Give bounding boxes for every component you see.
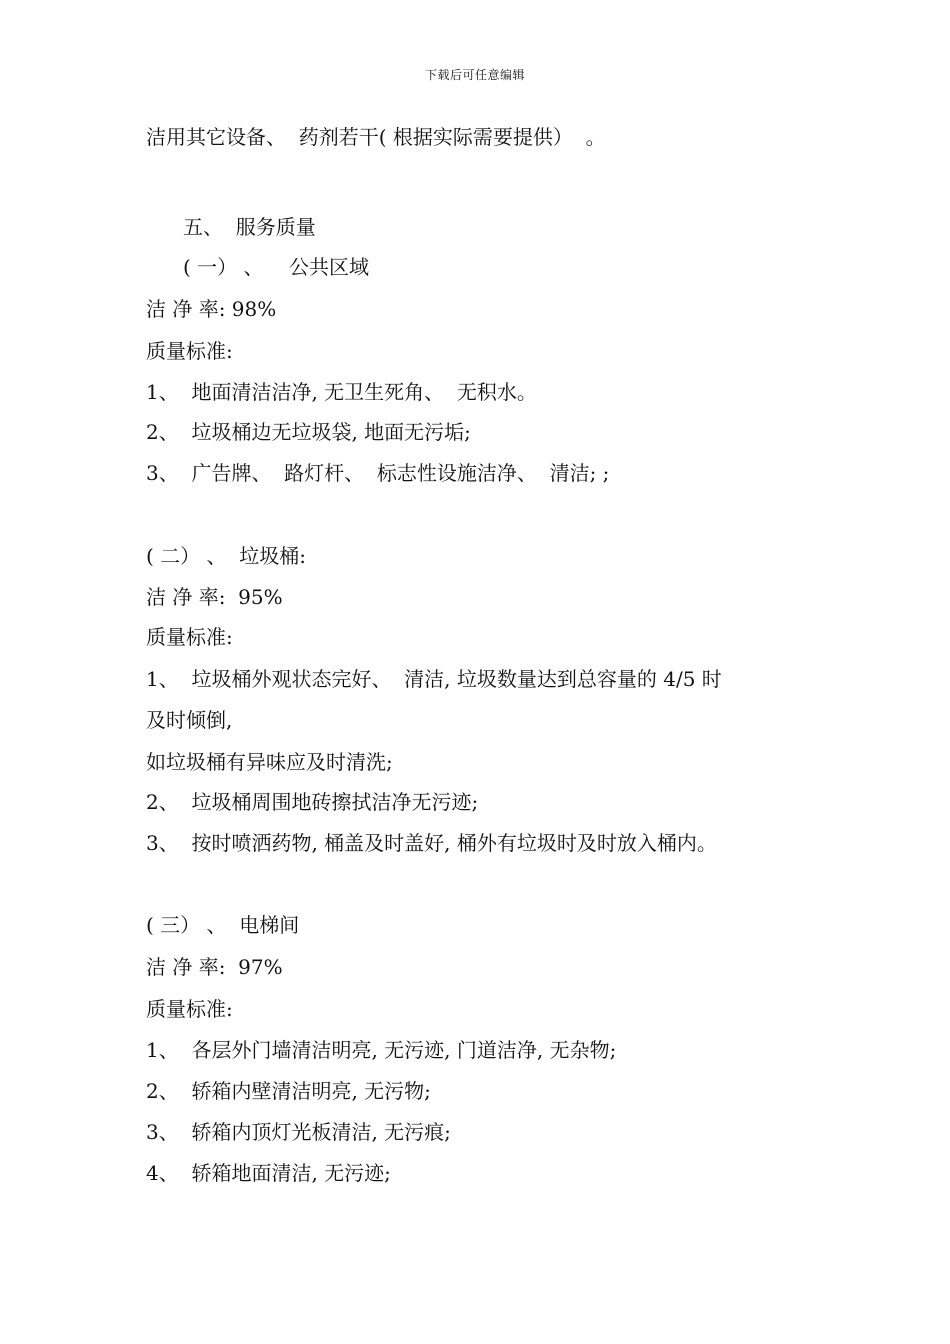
list-item: 3、 广告牌、 路灯杆、 标志性设施洁净、 清洁; ; [146,461,610,485]
page-header: 下载后可任意编辑 [424,68,525,82]
cleanliness-rate: 洁 净 率: 95% [146,585,283,609]
list-item: 2、 垃圾桶边无垃圾袋, 地面无污垢; [146,420,471,444]
list-item: 2、 轿箱内壁清洁明亮, 无污物; [146,1079,431,1103]
quality-standard-label: 质量标准: [146,339,233,363]
list-item: 3、 按时喷洒药物, 桶盖及时盖好, 桶外有垃圾时及时放入桶内。 [146,831,717,855]
list-item: 1、 各层外门墙清洁明亮, 无污迹, 门道洁净, 无杂物; [146,1038,617,1062]
list-item: 1、 垃圾桶外观状态完好、 清洁, 垃圾数量达到总容量的 4/5 时 [146,667,722,691]
list-item: 4、 轿箱地面清洁, 无污迹; [146,1161,391,1185]
cleanliness-rate: 洁 净 率: 98% [146,297,277,321]
list-item: 1、 地面清洁洁净, 无卫生死角、 无积水。 [146,380,537,404]
list-item-continuation: 及时倾倒, [146,708,233,732]
subsection-title: ( 一） 、 公共区域 [183,255,369,279]
subsection-title: ( 三） 、 电梯间 [146,913,300,937]
quality-standard-label: 质量标准: [146,997,233,1021]
intro-line: 洁用其它设备、 药剂若干( 根据实际需要提供） 。 [146,125,606,149]
quality-standard-label: 质量标准: [146,625,233,649]
list-item: 3、 轿箱内顶灯光板清洁, 无污痕; [146,1120,451,1144]
list-item-continuation: 如垃圾桶有异味应及时清洗; [146,750,393,774]
subsection-title: ( 二） 、 垃圾桶: [146,544,306,568]
list-item: 2、 垃圾桶周围地砖擦拭洁净无污迹; [146,790,479,814]
cleanliness-rate: 洁 净 率: 97% [146,955,283,979]
section-title: 五、 服务质量 [183,215,316,239]
